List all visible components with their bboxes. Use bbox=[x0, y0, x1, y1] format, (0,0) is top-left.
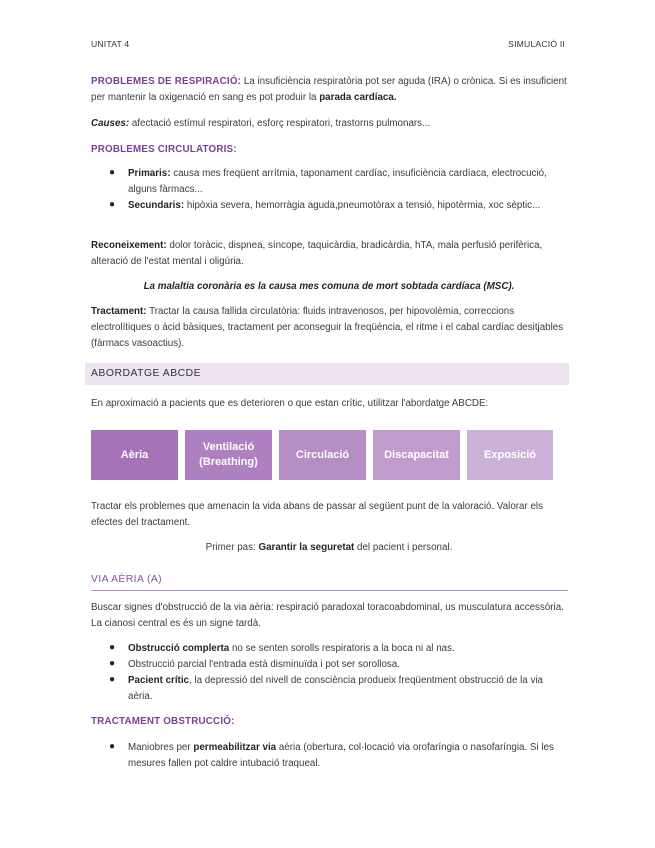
header-title: SIMULACIÓ II bbox=[508, 39, 565, 49]
abcde-box-disability: Discapacitat bbox=[373, 430, 460, 480]
causes-label: Causes: bbox=[91, 118, 130, 129]
list-item: Primaris: causa mes freqüent arrítmia, taponament cardíac, insuficiència cardíaca, electrocució, alguns fàrmacs... bbox=[128, 168, 547, 195]
bullet-icon: ● bbox=[109, 674, 116, 685]
abcde-box-airway: Aèria bbox=[91, 430, 178, 480]
via-aeria-title: VIA AÈRIA (A) bbox=[91, 574, 163, 585]
section-divider bbox=[91, 590, 568, 591]
causes-paragraph: Causes: afectació estímul respiratori, esforç respiratori, trastorns pulmonars... bbox=[91, 118, 431, 129]
first-step: Primer pas: Garantir la seguretat del pacient i personal. bbox=[205, 542, 453, 553]
abcde-intro: En aproximació a pacients que es deterioren o que estan crític, utilitzar l'abordatge ABCDE: bbox=[91, 398, 489, 409]
abcde-box-exposure: Exposició bbox=[467, 430, 553, 480]
list-item: Obstrucció parcial l'entrada està disminuïda i pot ser sorollosa. bbox=[128, 659, 400, 670]
abcde-box-circulation: Circulació bbox=[279, 430, 366, 480]
msc-statement: La malaltia coronària es la causa mes comuna de mort sobtada cardíaca (MSC). bbox=[143, 281, 515, 292]
header-unit: UNITAT 4 bbox=[91, 39, 130, 49]
bullet-icon: ● bbox=[109, 658, 116, 669]
list-item: Obstrucció complerta no se senten sorolls respiratoris a la boca ni al nas. bbox=[128, 643, 455, 654]
respiracio-paragraph: PROBLEMES DE RESPIRACIÓ: La insuficiència respiratòria pot ser aguda (IRA) o crònica. Si es insuficient per mantenir la oxigenació en sang es pot produir la parada cardíaca. bbox=[91, 76, 567, 103]
circulatoris-title: PROBLEMES CIRCULATORIS: bbox=[91, 144, 237, 155]
bullet-icon: ● bbox=[109, 199, 116, 210]
list-item: Pacient crític, la depressió del nivell de consciència produeix freqüentment obstrucció de la via aèria. bbox=[128, 675, 543, 702]
abcde-box-breathing: Ventilació (Breathing) bbox=[185, 430, 272, 480]
bullet-icon: ● bbox=[109, 741, 116, 752]
respiracio-title: PROBLEMES DE RESPIRACIÓ: bbox=[91, 76, 242, 87]
reconeixement-paragraph: Reconeixement: dolor toràcic, dispnea, síncope, taquicàrdia, bradicàrdia, hTA, mala perfusió perifèrica, alteració de l'estat mental i oligúria. bbox=[91, 240, 543, 267]
obstruccio-title: TRACTAMENT OBSTRUCCIÓ: bbox=[91, 716, 235, 727]
bullet-icon: ● bbox=[109, 642, 116, 653]
via-intro: Buscar signes d'obstrucció de la via aèria: respiració paradoxal toracoabdominal, us musculatura accessòria. La cianosi central es és un signe tardà. bbox=[91, 602, 564, 629]
tractament-paragraph: Tractament: Tractar la causa fallida circulatòria: fluids intravenosos, per hipovolèmia, correccions electrolítiques o àcid bàsiques, tractament per aconseguir la freqüència, el ritme i el cabal cardíac desitjables (fàrmacs vasoactius). bbox=[91, 306, 564, 349]
bullet-icon: ● bbox=[109, 167, 116, 178]
list-item: Maniobres per permeabilitzar via aèria (obertura, col·locació via orofaríngia o nasofaríngia. Si les mesures fallen pot caldre intubació traqueal. bbox=[128, 742, 554, 769]
list-item: Secundaris: hipòxia severa, hemorràgia aguda,pneumotòrax a tensió, hipotèrmia, xoc sèptic... bbox=[128, 200, 541, 211]
abcde-after: Tractar els problemes que amenacin la vida abans de passar al següent punt de la valoració. Valorar els efectes del tractament. bbox=[91, 501, 544, 528]
abcde-heading: ABORDATGE ABCDE bbox=[91, 368, 202, 379]
